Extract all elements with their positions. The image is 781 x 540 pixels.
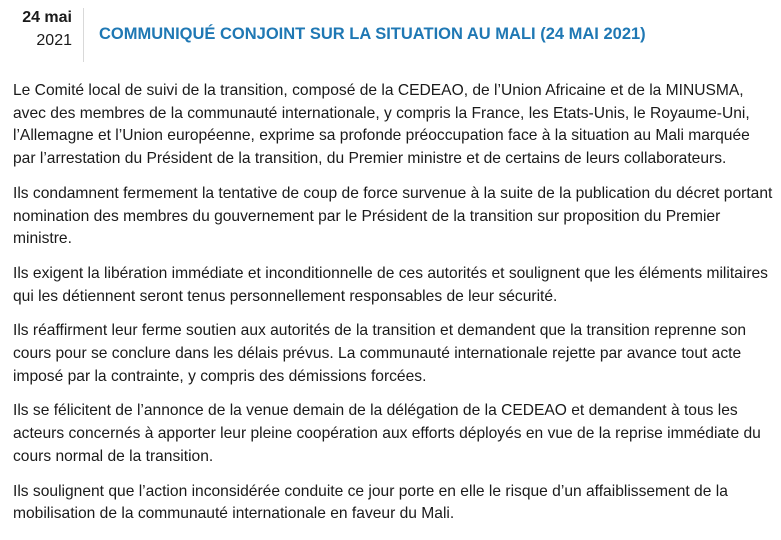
paragraph-3: Ils exigent la libération immédiate et inconditionnelle de ces autorités et soulignent que les éléments militaires qui les détiennent seront tenus personnellement responsables de leur sécurité. xyxy=(13,264,768,305)
paragraph-4: Ils réaffirment leur ferme soutien aux autorités de la transition et demandent que la transition reprenne son cours pour se conclure dans les délais prévus. La communauté internationale rejette par avance tout acte imposé par la contrainte, y compris des démissions forcées. xyxy=(13,322,747,385)
paragraph-2: Ils condamnent fermement la tentative de coup de force survenue à la suite de la publication du décret portant nomination des membres du gouvernement par le Président de la transition sur proposition du Premier ministre. xyxy=(13,184,773,248)
paragraph-5: Ils se félicitent de l’annonce de la venue demain de la délégation de la CEDEAO et demandent à tous les acteurs concernés à apporter leur pleine coopération aux efforts déployés en vue de la reprise immédiate du cours normal de la transition. xyxy=(13,402,761,465)
article-body xyxy=(13,80,775,538)
paragraph-6: Ils soulignent que l’action inconsidérée conduite ce jour porte en elle le risque d’un affaiblissement de la mobilisation de la communauté internationale en faveur du Mali. xyxy=(13,482,728,523)
article-title: COMMUNIQUÉ CONJOINT SUR LA SITUATION AU MALI (24 MAI 2021) xyxy=(99,25,646,43)
publication-date xyxy=(0,8,72,52)
paragraph-1: Le Comité local de suivi de la transition, composé de la CEDEAO, de l’Union Africaine et de la MINUSMA, avec des membres de la communauté internationale, y compris la France, les Etats-Unis, le Royaume-Uni, l’Allemagne et l’Union européenne, exprime sa profonde préoccupation face à la situation au Mali marquée par l’arrestation du Président de la transition, du Premier ministre et de certains de leurs collaborateurs. xyxy=(13,82,750,168)
date-day: 24 mai xyxy=(22,9,72,26)
date-year: 2021 xyxy=(36,32,72,49)
date-divider xyxy=(83,8,84,62)
